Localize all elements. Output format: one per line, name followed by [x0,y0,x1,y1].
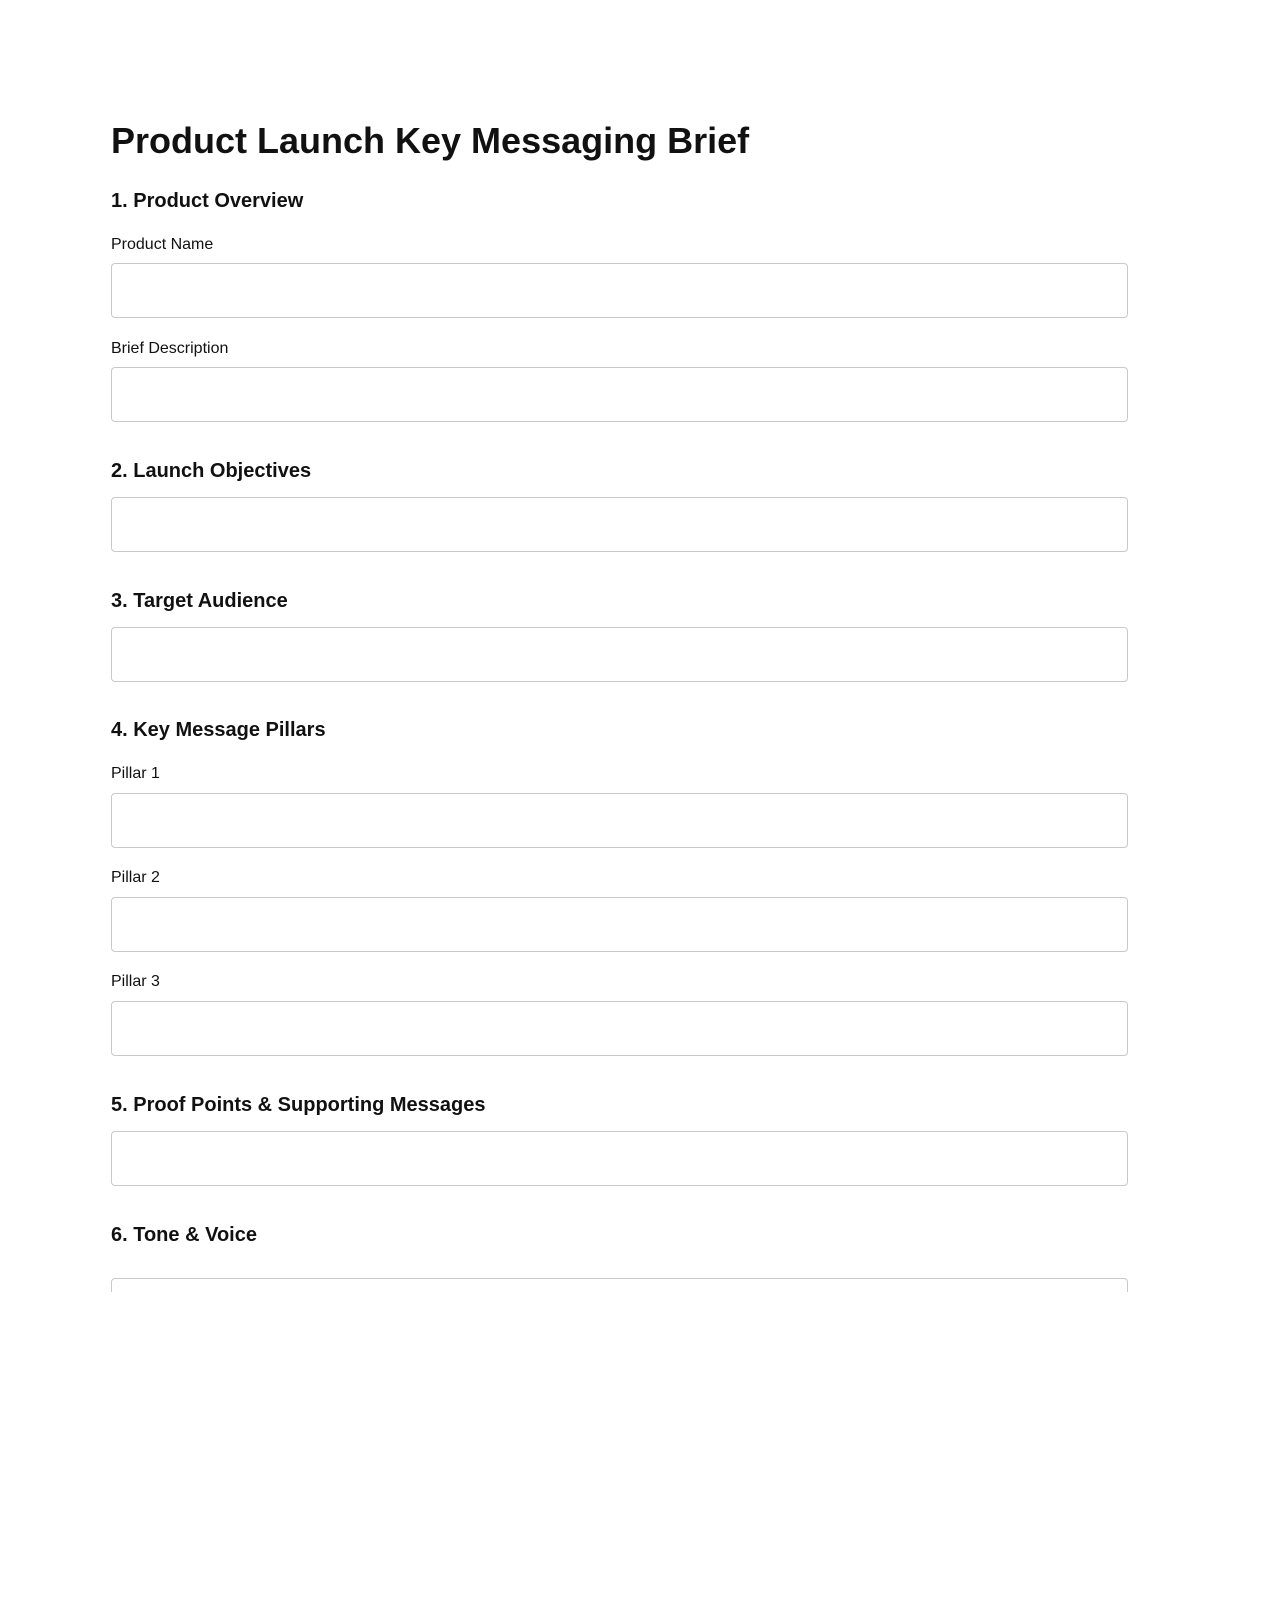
section-heading-proof-points: 5. Proof Points & Supporting Messages [111,1094,486,1116]
pillar-2-label: Pillar 2 [111,869,160,886]
section-heading-target-audience: 3. Target Audience [111,590,288,612]
page-title: Product Launch Key Messaging Brief [111,120,750,161]
tone-voice-input-clip [111,1278,1128,1292]
brief-description-label: Brief Description [111,340,229,357]
pillar-1-label: Pillar 1 [111,765,160,782]
target-audience-input[interactable] [111,627,1128,682]
section-heading-product-overview: 1. Product Overview [111,190,304,212]
section-heading-launch-objectives: 2. Launch Objectives [111,460,312,482]
tone-voice-input[interactable] [111,1278,1128,1292]
brief-description-input[interactable] [111,367,1128,422]
pillar-2-input[interactable] [111,897,1128,952]
pillar-1-input[interactable] [111,793,1128,848]
product-name-label: Product Name [111,236,214,253]
launch-objectives-input[interactable] [111,497,1128,552]
product-name-input[interactable] [111,263,1128,318]
pillar-3-input[interactable] [111,1001,1128,1056]
section-heading-tone-voice: 6. Tone & Voice [111,1224,257,1246]
section-heading-key-message-pillars: 4. Key Message Pillars [111,719,326,741]
pillar-3-label: Pillar 3 [111,973,160,990]
proof-points-input[interactable] [111,1131,1128,1186]
